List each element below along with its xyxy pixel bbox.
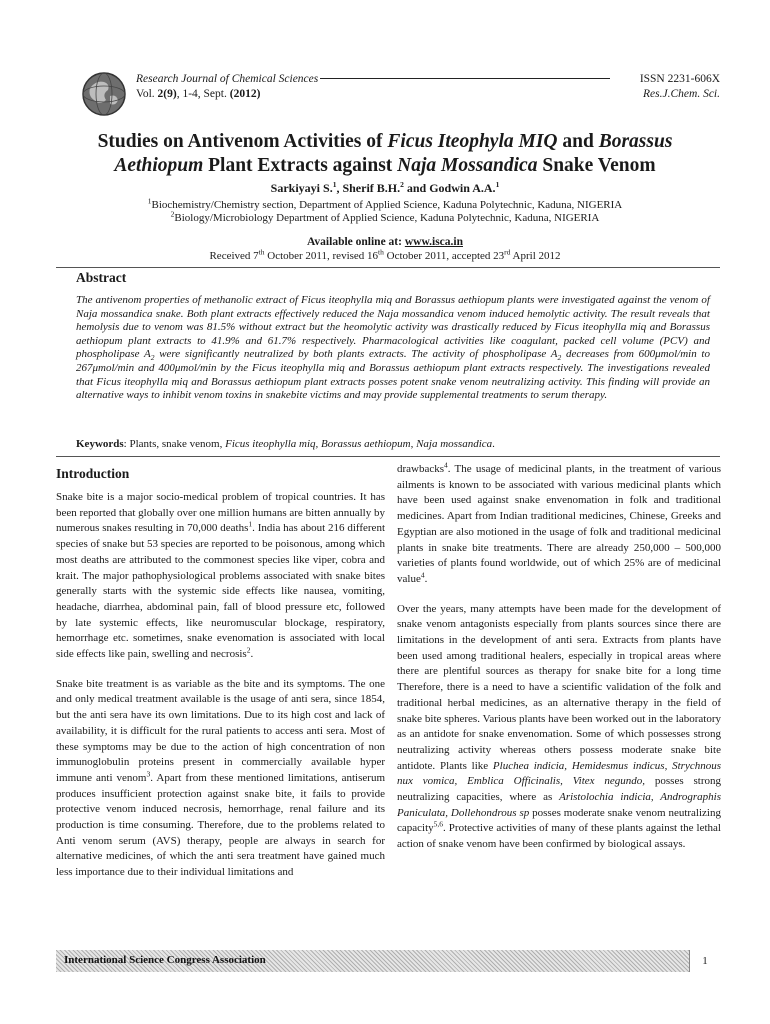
body-column-right [397, 462, 721, 861]
globe-logo-icon [80, 70, 128, 118]
journal-header [80, 72, 720, 116]
availability-line: Available online at: www.isca.in [306, 236, 463, 248]
affiliations: $^1$Biochemistry/Chemistry section, Department of Applied Science, Kaduna Polytechnic, Kaduna, NIGERIA $^2$Biology/Microbiology Department of Applied Science, Kaduna Polytechnic, Kaduna, NIGERIA [147, 196, 623, 224]
divider [56, 267, 720, 268]
divider [56, 456, 720, 457]
paragraph: Snake bite is a major socio-medical problem of tropical countries. It has been reported that globally over one million humans are bitten annually by numerous snakes resulting in 70,000 deaths$^1$. India has about 216 different species of snake but 53 species are reported to be poisonous, among which most deaths are attributed to the commonest species like viper, cobra and krait. The major pathophysiological problems associated with snake bites generally starts with the systemic side effects like nausea, vomiting, headache, diarrhea, abdominal pain, fall of blood pressure etc, followed by late systemic effects, like neuromuscular blockage, respiratory, hemorrhage etc. sometimes, snake evenomation is associated with local side effects like pain, swelling and necrosis$^2$. [56, 491, 385, 661]
issn: ISSN 2231-606X [639, 73, 720, 85]
abstract-text: The antivenom properties of methanolic extract of Ficus iteophylla miq and Borassus aethiopum plants were investigated against the venom of Naja mossandica snake. Both plant extracts effectively reduced the Naja mossandica venom induced hemolytic activity. The result reveals that hemolysis due to venom was 81.5% without extract but the heomolytic activity was drastically reduced by Ficus iteophylla miq and Borassus aethiopum plant extracts to 41.9% and 61.7% respectively. Pharmacological activities like coagulant, packed cell volume (PCV) and phospholipase $A_2$ were significantly neutralized by both plants extracts. The activity of phospholipase $A_2$ decreases from 600μmol/min to 267μmol/min and 400μmol/min by the Ficus iteophylla miq and Borassus aethiopum plant extracts respectively. The investigations revealed that Ficus iteophylla miq and Borassus aethiopum plant extracts posses potent snake venom neutralizing activity. This finding will provide an alternative ways to inhibit venom toxins in snakebite victims and may provide supplemental treatments to serum therapy. [76, 294, 710, 402]
journal-abbrev: Res.J.Chem. Sci. [643, 88, 720, 100]
journal-issn-block [640, 72, 720, 102]
keywords: Keywords: Plants, snake venom, Ficus iteophylla miq, Borassus aethiopum, Naja mossandica. [76, 438, 495, 450]
body-column-left [56, 462, 385, 889]
author-list: Sarkiyayi S.$^1$, Sherif B.H.$^2$ and Godwin A.A.$^1$ [270, 180, 500, 195]
paragraph: drawbacks$^4$. The usage of medicinal plants, in the treatment of various ailments is known to be associated with various medicinal plants which have been used against snake envenomation in folk and traditional medicines. Apart from Indian traditional medicines, Chinese, Greeks and Egyptian are also motioned in the usage of folk and traditional medicinal plants in snake bite treatments. There are already 250,000 – 500,000 varieties of plants found worldwide, out of which 25% are of medicinal value$^4$. [397, 460, 721, 585]
journal-citation: Research Journal of Chemical Sciences Vol. 2(9), 1-4, Sept. (2012) [136, 72, 612, 102]
journal-link[interactable]: www.isca.in [404, 236, 463, 248]
footer-organization: International Science Congress Association [64, 954, 266, 966]
journal-name: Research Journal of Chemical Sciences [136, 73, 319, 85]
header-rule [320, 78, 610, 79]
paragraph: Over the years, many attempts have been made for the development of snake venom antagonists especially from plants sources since there are limitations in the development of anti sera. Extracts from plants have been used among traditional healers, especially in tropical areas where there are plentiful sources as therapy for snake bite for a long time Therefore, there is a need to have a scientific validation of the folk and traditional herbal medicines, as an alternative therapy in the field of snake bite spheres. Various plants have been worked out in the laboratory as an antidote for snake envenomation. Some of which possesses strong neutralizing activity whereas others possess moderate snake bite antidote. Plants like Pluchea indicia, Hemidesmus indicus, Strychnous nux vomica, Emblica Officinalis, Vitex negundo, posses strong neutralizing capacities, where as Aristolochia indicia, Andrographis Paniculata, Dollehondrous sp posses moderate snake venom neutralizing capacity$^{5,6}$. Protective activities of many of these plants against the lethal action of snake venom have been confirmed by biological assays. [397, 602, 722, 851]
page-number: 1 [689, 950, 720, 972]
paper-title: Studies on Antivenom Activities of Ficus Iteophyla MIQ and Borassus Aethiopum Plant Extracts against Naja Mossandica Snake Venom [97, 131, 673, 176]
introduction-heading: Introduction [56, 466, 130, 481]
paragraph: Snake bite treatment is as variable as the bite and its symptoms. The one and only medical treatment available is the usage of anti sera, since 1854, but the anti sera have its own limitations. Due to its high cost and lack of availability, it is difficult for the rural patients to access anti sera. Most of these symptoms may be due to the action of high concentration of non immunoglobulin proteins present in commercially available hyper immune anti venom$^3$. Apart from these mentioned limitations, antiserum produces insufficient protection against snake bite, it fails to provide protective venom induced necrosis, hemorrhage, renal failure and its production is time consuming. Therefore, due to the problems related to Anti venom serum (AVS) therapy, people are always in search for alternative medicines, of which the anti sera treatment have gained much less importance due to their individual limitations and [56, 677, 385, 879]
page-footer [56, 950, 720, 972]
received-dates: Received 7th October 2011, revised 16th October 2011, accepted 23rd April 2012 [209, 247, 561, 262]
abstract-heading: Abstract [76, 270, 127, 285]
